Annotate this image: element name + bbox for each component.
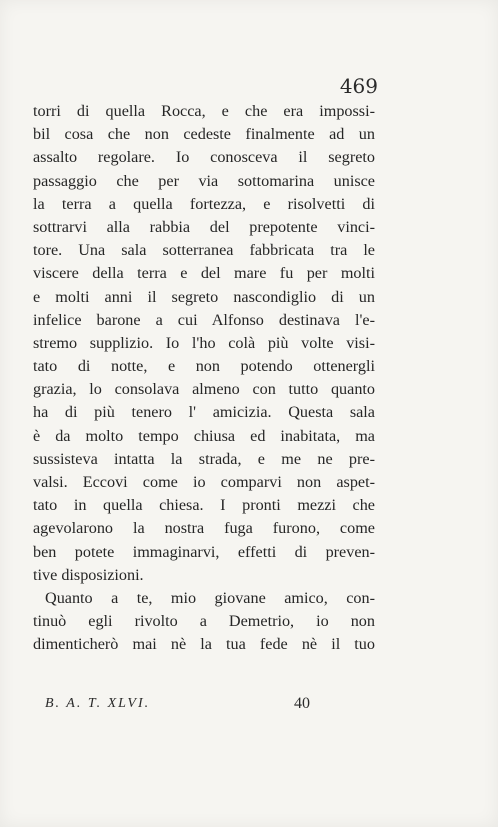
text-line: tive disposizioni. xyxy=(33,565,144,584)
text-line: tinuò egli rivolto a Demetrio, io non xyxy=(33,612,375,631)
text-line: ben potete immaginarvi, effetti di preven- xyxy=(33,542,375,561)
text-line: tato in quella chiesa. I pronti mezzi che xyxy=(33,496,375,515)
text-line: torri di quella Rocca, e che era impossi- xyxy=(33,102,375,120)
text-line: agevolarono la nostra fuga furono, come xyxy=(33,519,375,538)
text-line: e molti anni il segreto nascondiglio di un xyxy=(33,287,375,306)
body-text xyxy=(33,100,375,657)
text-line: infelice barone a cui Alfonso destinava l'e- xyxy=(33,310,375,329)
text-line: è da molto tempo chiusa ed inabitata, ma xyxy=(33,426,375,445)
gathering-number: 40 xyxy=(294,695,310,712)
text-line: ha di più tenero l' amicizia. Questa sala xyxy=(33,403,375,422)
text-line: tato di notte, e non potendo ottenergli xyxy=(33,357,375,376)
text-line: valsi. Eccovi come io comparvi non aspet- xyxy=(33,473,375,491)
text-line: sottrarvi alla rabbia del prepotente vinci- xyxy=(33,217,375,236)
text-line: stremo supplizio. Io l'ho colà più volte visi- xyxy=(33,333,375,352)
text-line: assalto regolare. Io conosceva il segreto xyxy=(33,148,375,167)
text-line: la terra a quella fortezza, e risolvetti di xyxy=(33,194,375,213)
text-line: passaggio che per via sottomarina unisce xyxy=(33,171,375,190)
text-line: tore. Una sala sotterranea fabbricata tra le xyxy=(33,241,375,260)
text-line: grazia, lo consolava almeno con tutto quanto xyxy=(33,380,375,399)
text-line: bil cosa che non cedeste finalmente ad un xyxy=(33,125,375,144)
page-number: 469 xyxy=(339,74,378,98)
page-footer xyxy=(45,696,325,716)
text-line: viscere della terra e del mare fu per molti xyxy=(33,264,375,283)
text-line: dimenticherò mai nè la tua fede nè il tuo xyxy=(33,635,375,654)
text-line: Quanto a te, mio giovane amico, con- xyxy=(45,588,375,607)
signature-mark: B. A. T. XLVI. xyxy=(45,696,151,711)
text-line: sussisteva intatta la strada, e me ne pre- xyxy=(33,449,375,468)
